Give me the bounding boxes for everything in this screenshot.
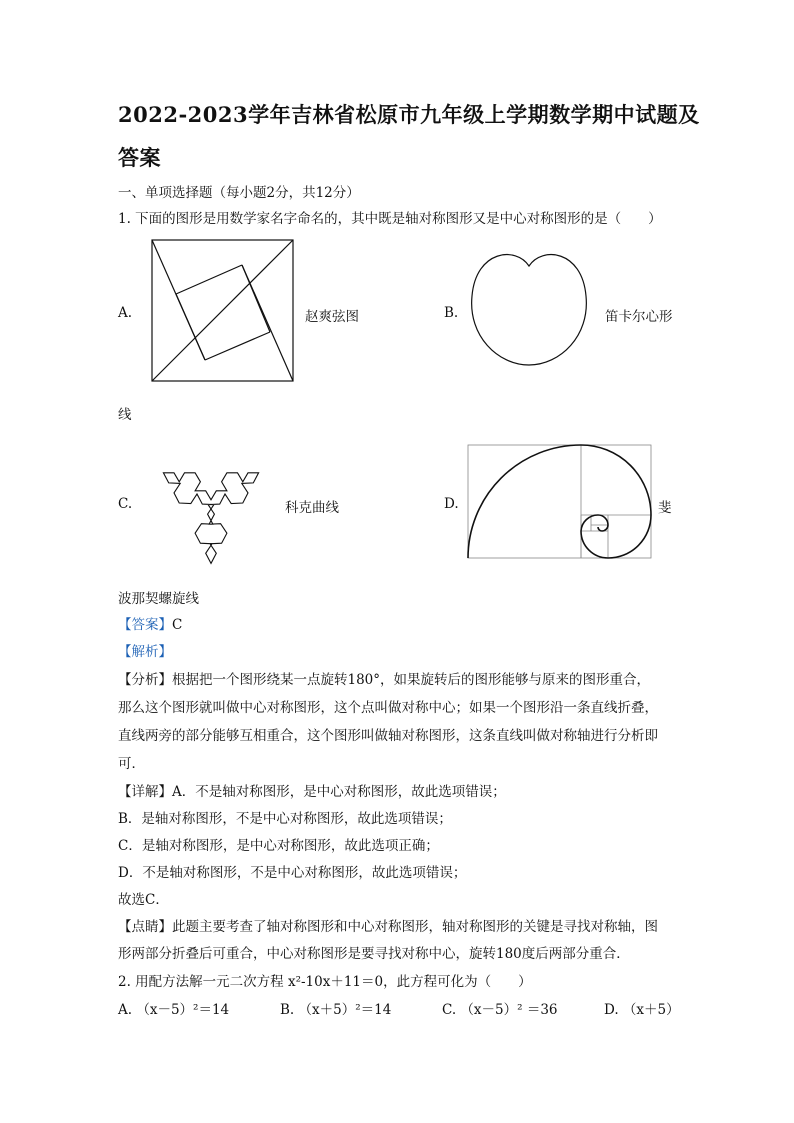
cardioid-figure (466, 244, 592, 370)
dianjing-tag: 【点睛】 (118, 919, 172, 935)
page-title: 2022-2023学年吉林省松原市九年级上学期数学期中试题及 (118, 102, 700, 127)
xiangjie-text-1: A．不是轴对称图形，是中心对称图形，故此选项错误； (172, 784, 506, 800)
option-d-caption: 斐 (658, 500, 672, 516)
fenxi-line-3: 直线两旁的部分能够互相重合，这个图形叫做轴对称图形，这条直线叫做对称轴进行分析即 (118, 728, 658, 744)
fenxi-line-2: 那么这个图形就叫做中心对称图形，这个点叫做对称中心；如果一个图形沿一条直线折叠， (118, 700, 658, 716)
xiangjie-line-4: D．不是轴对称图形，不是中心对称图形，故此选项错误； (118, 865, 467, 881)
option-a-letter: A. (118, 305, 133, 321)
option-b-letter: B. (444, 305, 459, 321)
analysis-tag: 【解析】 (118, 644, 172, 660)
answer-value: C (172, 617, 183, 633)
zhao-shuang-figure (150, 238, 296, 384)
xiangjie-tag: 【详解】 (118, 784, 172, 800)
answer-line (118, 613, 182, 633)
xiangjie-line-1 (118, 780, 506, 800)
koch-snowflake-figure (144, 428, 278, 578)
option-b-caption: 笛卡尔心形 (605, 309, 673, 325)
fenxi-line-4: 可． (118, 756, 145, 772)
dianjing-line-2: 形两部分折叠后可重合，中心对称图形是要寻找对称中心，旋转180度后两部分重合． (118, 946, 630, 962)
fenxi-text-1: 根据把一个图形绕某一点旋转180°，如果旋转后的图形能够与原来的图形重合， (172, 672, 651, 688)
option-d-letter: D. (444, 496, 459, 512)
fibonacci-spiral-figure (467, 444, 653, 560)
q2-option-a: A. （x－5）²＝14 (118, 1002, 230, 1018)
answer-tag: 【答案】 (118, 617, 172, 633)
xiangjie-line-2: B．是轴对称图形，不是中心对称图形，故此选项错误； (118, 811, 452, 827)
xiangjie-line-5: 故选C． (118, 892, 169, 908)
question-2-stem: 2. 用配方法解一元二次方程 x²-10x＋11＝0，此方程可化为（ ） (118, 974, 532, 990)
q2-option-c: C. （x－5）² ＝36 (442, 1002, 558, 1018)
zhao-line-1 (152, 240, 293, 381)
dianjing-line-1 (118, 915, 658, 935)
option-c-letter: C. (118, 496, 133, 512)
option-c-caption: 科克曲线 (285, 500, 339, 516)
fenxi-line-1 (118, 668, 650, 688)
question-1-stem: 1. 下面的图形是用数学家名字命名的，其中既是轴对称图形又是中心对称图形的是（ ） (118, 211, 662, 227)
section-heading: 一、单项选择题（每小题2分，共12分） (118, 185, 360, 201)
fenxi-tag: 【分析】 (118, 672, 172, 688)
dianjing-text-1: 此题主要考查了轴对称图形和中心对称图形，轴对称图形的关键是寻找对称轴，图 (172, 919, 658, 935)
option-b-caption-wrap: 线 (118, 407, 132, 423)
option-d-caption-wrap: 波那契螺旋线 (118, 591, 199, 607)
page-title-continued: 答案 (118, 145, 161, 170)
q2-option-b: B. （x＋5）²＝14 (280, 1002, 392, 1018)
q2-option-d: D. （x＋5） (604, 1002, 680, 1018)
xiangjie-line-3: C．是轴对称图形，是中心对称图形，故此选项正确； (118, 838, 439, 854)
option-a-caption: 赵爽弦图 (305, 309, 359, 325)
